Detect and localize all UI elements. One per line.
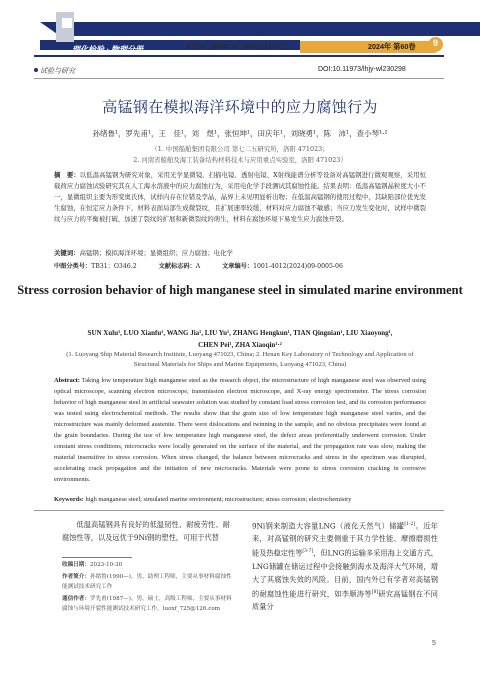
article-title-cn: 高锰钢在模拟海洋环境中的应力腐蚀行为 bbox=[102, 98, 378, 116]
abstract-rule bbox=[34, 510, 444, 511]
footnote-text: 孙绪鲁(1990—)，男，助理工程师，主要从事材料腐蚀性能测试技术研究工作 bbox=[62, 574, 232, 590]
citation-ref[interactable]: [3-7] bbox=[302, 549, 314, 555]
footnote-label: 作者简介： bbox=[62, 574, 90, 580]
doc-code-value: A bbox=[195, 263, 201, 270]
affiliation-cn-2: 2. 河南省船舶及海工装备结构材料技术与应用重点实验室，洛阳 471023） bbox=[133, 156, 347, 164]
authors-en-line-1: SUN Xulu¹, LUO Xianfu¹, WANG Jia¹, LIU Yu¹, ZHANG Hengkun¹, TIAN Qingnian¹, LIU Xiaoyong¹, bbox=[87, 329, 393, 337]
section-rule bbox=[34, 78, 444, 79]
keywords-cn-text: 高锰钢；模拟海洋环境；显微组织；应力腐蚀；电化学 bbox=[79, 249, 233, 257]
authors-cn: 孙绪鲁¹，罗先甫¹，王 佳¹，刘 煜¹，张恒坤¹，田庆年¹，刘晓勇¹，陈 沛¹，查小琴¹·² bbox=[92, 129, 388, 138]
article-no-value: 1001-4012(2024)09-0005-06 bbox=[253, 263, 343, 270]
keywords-en-text: high manganese steel; simulated marine environment; microstructure; stress corrosion; electrochemistry bbox=[85, 496, 352, 503]
affiliation-en: (1. Luoyang Ship Material Research Institute, Luoyang 471023, China; 2. Henan Key Laboratory of Technology and Application of Structural Materials for Ships and Marine Equipments, Luoyang 471023, China) bbox=[66, 351, 414, 368]
abstract-en-text: Taking low temperature high manganese steel as the research object, the microstructure of high manganese steel was observed using optical microscope, scanning electron microscope, transmission electron microscope, and X-ray energy spectrometer. The stress corrosion behavior of high manganese steel in artificial seawater solution was studied by constant load stress corrosion test, and its corrosion performance was tested using electrochemical methods. The results show that the grain size of low temperature high manganese steel varies, and the microstructure was mainly deformed austenite. There were dislocations and twinning in the sample, and no obvious precipitates were found at the grain boundaries. During the use of low temperature high manganese steel, the defect areas preferentially underwent corrosion. Under constant stress conditions, microcracks were locally generated on the surface of the material, and the propagation rate was slow, making the material insensitive to stress corrosion. When stress changed, the balance between microcracks and stress in the specimen was disrupted, accelerating crack propagation and the initiation of new microcracks. Materials were prone to stress corrosion cracking in corrosive environments. bbox=[54, 377, 426, 483]
footnote-corresponding-author bbox=[62, 595, 232, 614]
body-text-segment: ，但LNG的运输多采用海上交通方式，LNG储罐在储运过程中会接触到海水及海洋大气环境，增大了其腐蚀失效的风险。目前，国内外已有学者对高锰钢的耐腐蚀性能进行研究，如李顺涛等 bbox=[252, 548, 438, 599]
authors-en-line-2: CHEN Pei¹, ZHA Xiaoqin¹·² bbox=[198, 341, 282, 349]
footnote-label: 通信作者： bbox=[62, 596, 90, 602]
keywords-en-label: Keywords: bbox=[54, 496, 84, 503]
section-tag: 试验与研究 bbox=[40, 68, 75, 75]
footnote-author-bio bbox=[62, 573, 232, 592]
abstract-cn-text: 以低温高锰钢为研究对象，采用光学显微镜、扫描电镜、透射电镜、X射线能谱分析等设备对高锰钢进行微观观察，采用恒载荷应力腐蚀试验研究其在人工海水溶液中的应力腐蚀行为，采用电化学手段测试其腐蚀性能。结果表明：低温高锰钢晶粒度大小不一，显微组织主要为形变奥氏体，试样内存在位错及孪晶，晶界上未见明显析出物；在低温高锰钢的使用过程中，其缺陷部位优先发生腐蚀，在恒定应力条件下，材料表面局部生成微裂纹，且扩展速率较缓，材料对应力腐蚀不敏感；当应力发生变化时，试样中微裂纹与应力的平衡被打破，加速了裂纹的扩展和新微裂纹的萌生，材料在腐蚀环境下易发生应力腐蚀开裂。 bbox=[54, 171, 426, 223]
body-text-left: 低温高锰钢具有良好的低温韧性、耐疲劳性、耐腐蚀性等，以及远优于9Ni钢的塑性，可用于代替 bbox=[62, 520, 230, 542]
citation-ref[interactable]: [1-2] bbox=[404, 522, 416, 527]
footnote-received bbox=[62, 561, 232, 571]
abstract-cn-label: 摘 要： bbox=[54, 171, 80, 179]
footnote-label: 收稿日期： bbox=[62, 562, 90, 568]
body-text-right bbox=[252, 518, 438, 613]
keywords-en bbox=[54, 496, 434, 503]
abstract-en bbox=[54, 375, 426, 485]
clc-label: 中图分类号： bbox=[54, 263, 92, 270]
doi-link[interactable]: DOI:10.11973/lhjy-wl230298 bbox=[318, 66, 406, 73]
header-rule bbox=[34, 55, 444, 57]
journal-name-cn: 理化检验 · 物理分册 bbox=[72, 45, 144, 54]
section-bullet-icon bbox=[34, 68, 38, 72]
footnote-rule bbox=[62, 557, 132, 558]
page-number: 5 bbox=[432, 640, 436, 647]
footnote-text: 罗先甫(1987—)，男，硕士，高级工程师，主要从事材料腐蚀与环境开裂性能测试技术研究工作，luoxf_725@126.com bbox=[62, 596, 232, 612]
article-no-label: 文章编号： bbox=[222, 263, 254, 270]
journal-name-en: PTCA（PART A : PHYS.TEST.） bbox=[186, 44, 291, 51]
clc-value: TB31；O346.2 bbox=[91, 263, 137, 270]
affiliation-cn-1: （1. 中国船舶集团有限公司 第七二五研究所，洛阳 471023； bbox=[151, 145, 329, 153]
body-text-segment: 研究高锰钢在不同质量分 bbox=[252, 589, 438, 612]
footnote-text: 2023-10-30 bbox=[89, 562, 123, 568]
issue-label: 2024年 第60卷 bbox=[368, 42, 416, 51]
body-text-segment: 9Ni钢来制造大容量LNG（液化天然气）储罐 bbox=[252, 521, 405, 531]
issue-number: 9 bbox=[432, 38, 438, 48]
classification-row bbox=[54, 261, 434, 270]
keywords-cn bbox=[54, 248, 426, 257]
authors-en bbox=[0, 327, 480, 351]
body-text-segment: 。近年来，对高锰钢的研究主要侧重于其力学性能、摩擦磨损性能及热稳定性等 bbox=[252, 521, 438, 558]
abstract-en-label: Abstract: bbox=[54, 377, 80, 384]
doc-code-label: 文献标志码： bbox=[158, 263, 196, 270]
keywords-cn-label: 关键词： bbox=[54, 249, 80, 257]
abstract-cn bbox=[54, 170, 426, 225]
citation-ref[interactable]: [8] bbox=[371, 589, 379, 595]
article-title-en: Stress corrosion behavior of high manganese steel in simulated marine environment bbox=[17, 283, 463, 297]
